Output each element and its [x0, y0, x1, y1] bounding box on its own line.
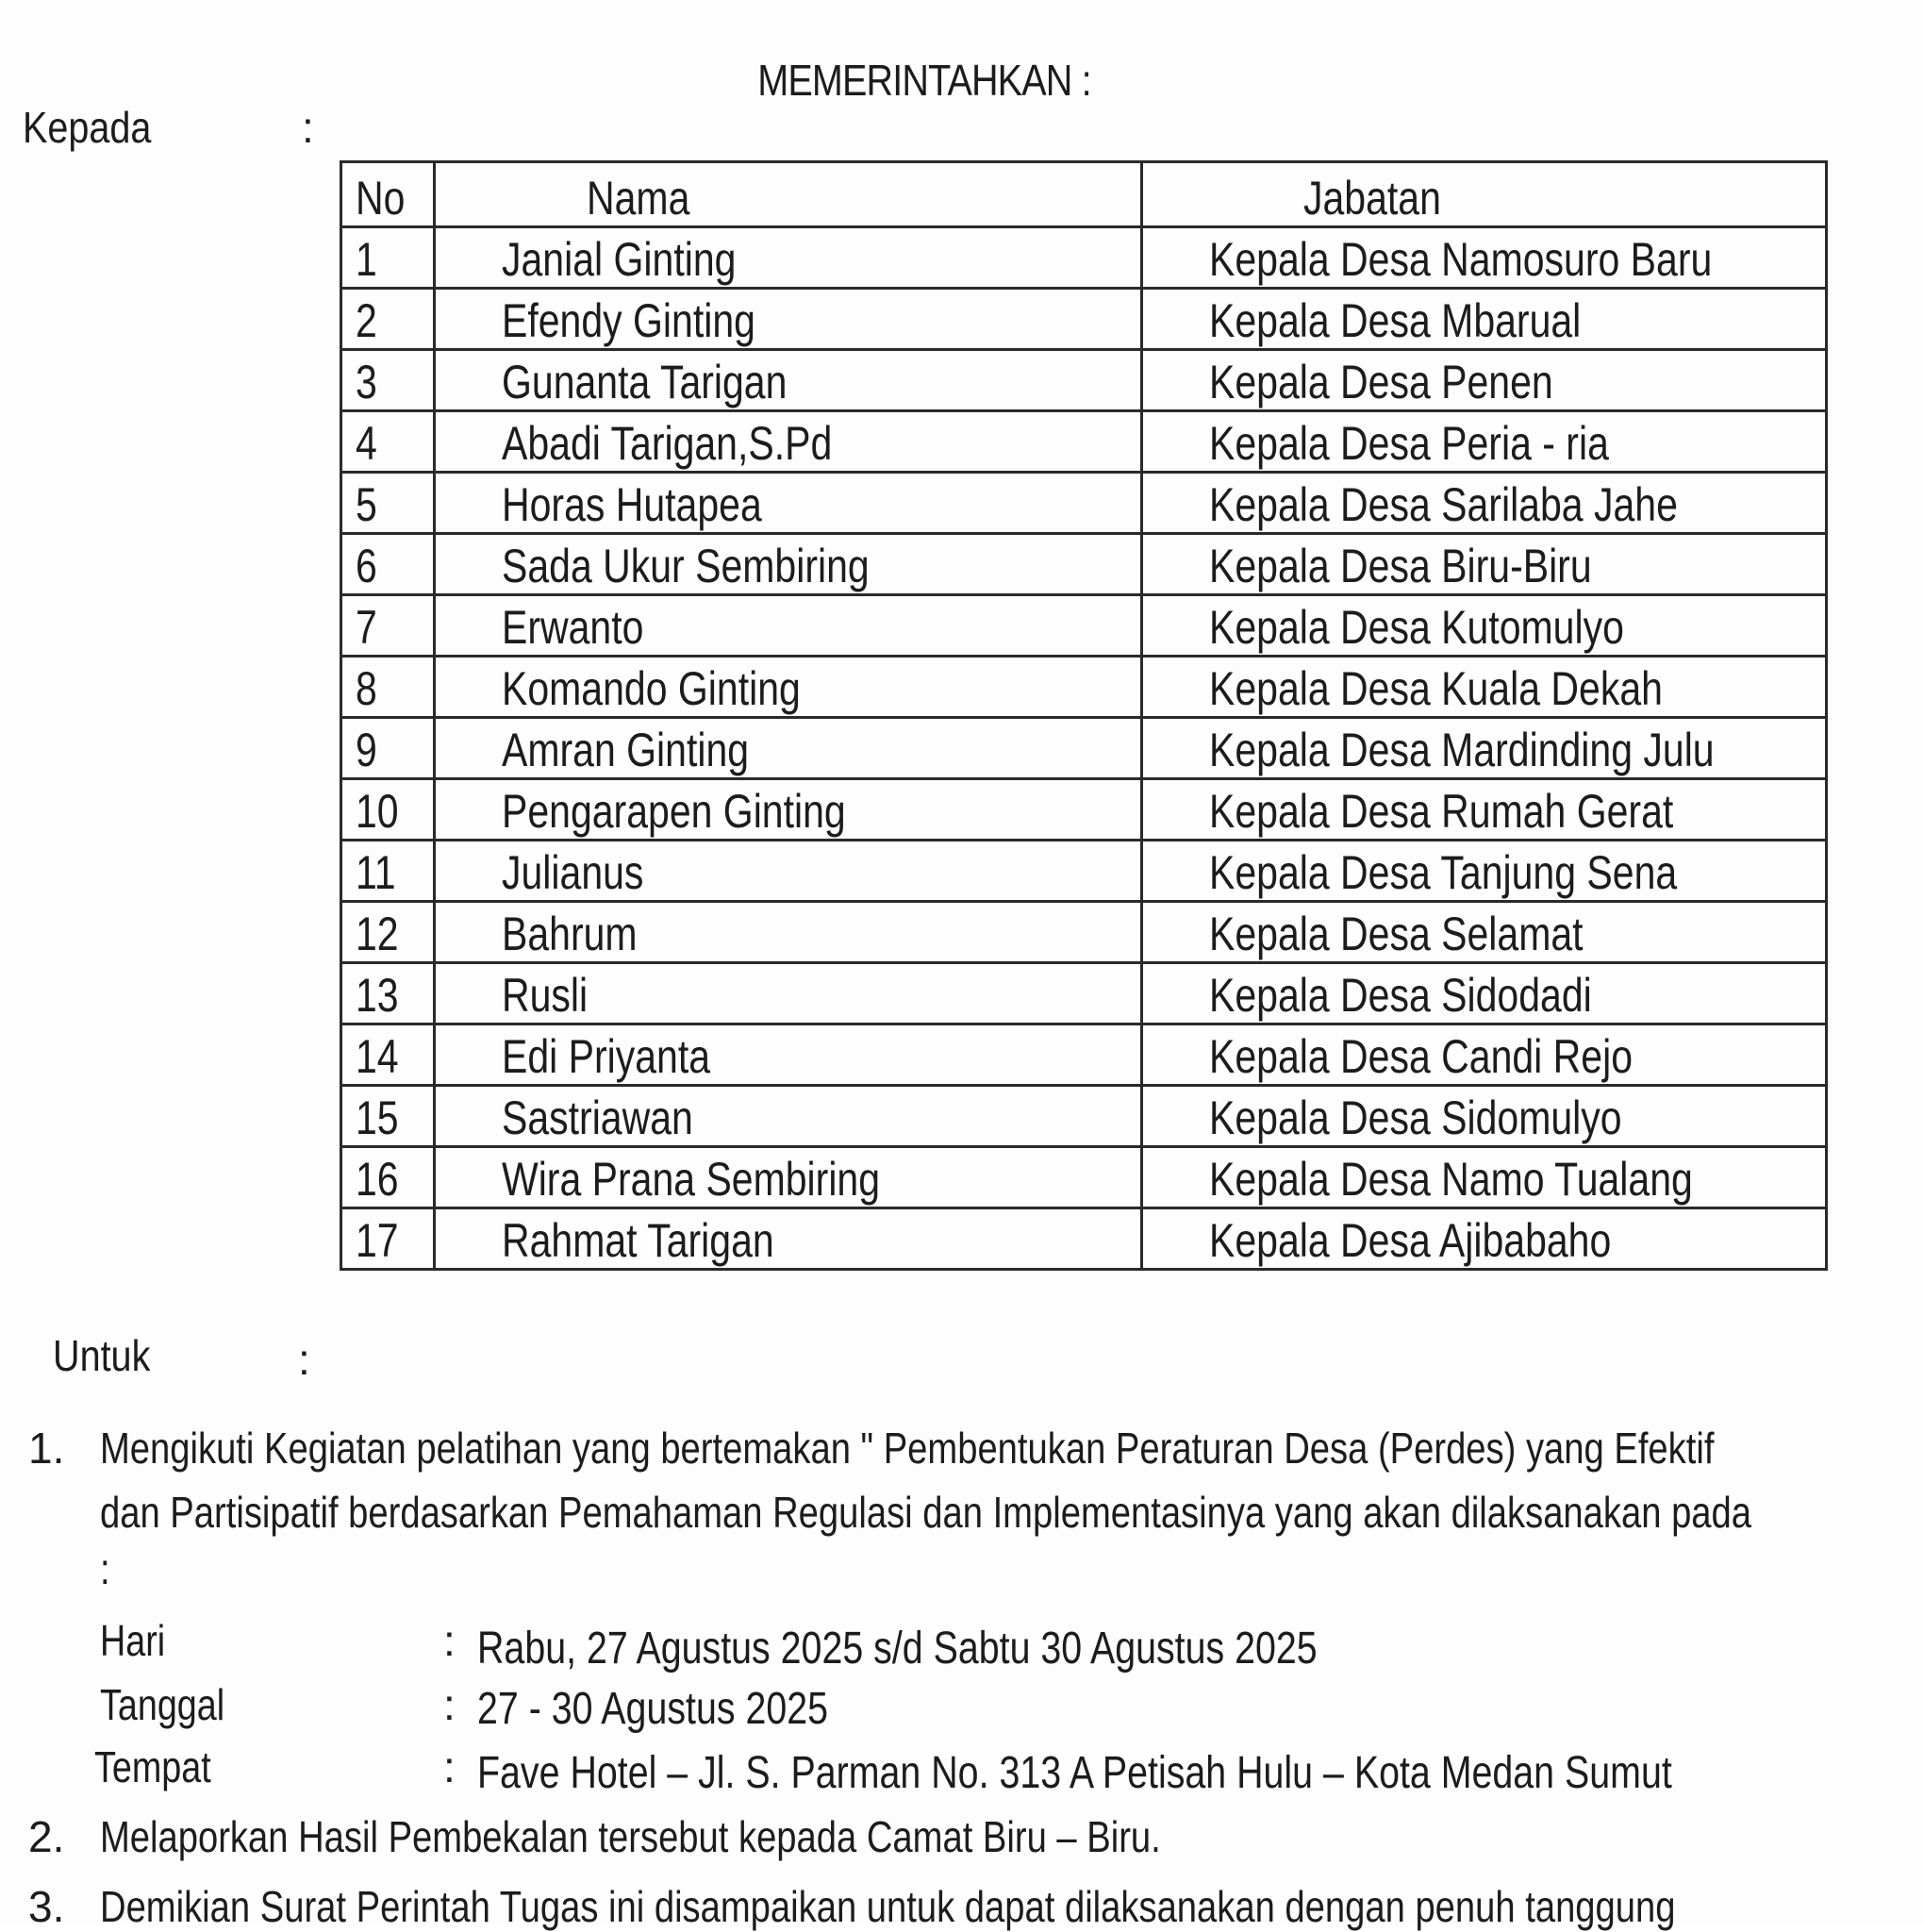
cell-no: 4 — [341, 411, 435, 473]
cell-nama: Julianus — [435, 841, 1141, 902]
cell-nama: Sastriawan — [435, 1086, 1141, 1147]
cell-no: 10 — [341, 779, 435, 841]
cell-no: 13 — [341, 963, 435, 1024]
cell-jabatan: Kepala Desa Peria - ria — [1141, 411, 1826, 473]
kepada-label: Kepada — [23, 103, 152, 152]
cell-no: 3 — [341, 350, 435, 411]
table-row — [341, 779, 1827, 841]
table-row — [341, 963, 1827, 1024]
cell-nama: Janial Ginting — [435, 227, 1141, 289]
cell-jabatan: Kepala Desa Biru-Biru — [1141, 534, 1826, 595]
header-nama: Nama — [435, 162, 1141, 227]
cell-jabatan: Kepala Desa Sarilaba Jahe — [1141, 473, 1826, 534]
kepada-colon: : — [302, 103, 314, 152]
cell-nama: Erwanto — [435, 595, 1141, 657]
cell-no: 11 — [341, 841, 435, 902]
tanggal-label: Tanggal — [100, 1680, 225, 1729]
cell-nama: Wira Prana Sembiring — [435, 1147, 1141, 1208]
table-row — [341, 595, 1827, 657]
item-number-2: 2. — [28, 1812, 65, 1861]
item-1-line-1: Mengikuti Kegiatan pelatihan yang bertemakan " Pembentukan Peraturan Desa (Perdes) yang Efektif — [100, 1424, 1715, 1473]
cell-jabatan: Kepala Desa Ajibabaho — [1141, 1208, 1826, 1270]
table-body — [341, 227, 1827, 1270]
tempat-value: Fave Hotel – Jl. S. Parman No. 313 A Petisah Hulu – Kota Medan Sumut — [477, 1748, 1672, 1798]
cell-jabatan: Kepala Desa Candi Rejo — [1141, 1024, 1826, 1086]
cell-no: 5 — [341, 473, 435, 534]
cell-jabatan: Kepala Desa Mardinding Julu — [1141, 718, 1826, 779]
cell-nama: Edi Priyanta — [435, 1024, 1141, 1086]
untuk-colon: : — [298, 1335, 310, 1384]
cell-no: 12 — [341, 902, 435, 963]
table-row — [341, 841, 1827, 902]
table-row — [341, 1086, 1827, 1147]
item-1-line-3: : — [100, 1544, 110, 1593]
table-row — [341, 227, 1827, 289]
tempat-colon: : — [443, 1742, 456, 1791]
tempat-label: Tempat — [94, 1742, 211, 1791]
document-heading: MEMERINTAHKAN : — [757, 56, 1091, 105]
cell-jabatan: Kepala Desa Namo Tualang — [1141, 1147, 1826, 1208]
cell-jabatan: Kepala Desa Mbarual — [1141, 289, 1826, 350]
assignment-table — [340, 160, 1828, 1271]
cell-no: 2 — [341, 289, 435, 350]
table-row — [341, 902, 1827, 963]
item-number-1: 1. — [28, 1424, 65, 1473]
cell-nama: Gunanta Tarigan — [435, 350, 1141, 411]
cell-nama: Abadi Tarigan,S.Pd — [435, 411, 1141, 473]
cell-jabatan: Kepala Desa Namosuro Baru — [1141, 227, 1826, 289]
table-row — [341, 350, 1827, 411]
untuk-row — [53, 1330, 310, 1384]
hari-colon: : — [443, 1616, 456, 1665]
cell-no: 1 — [341, 227, 435, 289]
tanggal-value: 27 - 30 Agustus 2025 — [477, 1684, 829, 1734]
table-row — [341, 718, 1827, 779]
table-row — [341, 473, 1827, 534]
item-2-text: Melaporkan Hasil Pembekalan tersebut kepada Camat Biru – Biru. — [100, 1812, 1161, 1861]
cell-no: 6 — [341, 534, 435, 595]
table-row — [341, 289, 1827, 350]
item-3-text: Demikian Surat Perintah Tugas ini disampaikan untuk dapat dilaksanakan dengan penuh tanggung — [100, 1882, 1676, 1931]
cell-nama: Efendy Ginting — [435, 289, 1141, 350]
table-row — [341, 1147, 1827, 1208]
item-number-3: 3. — [28, 1882, 65, 1931]
tanggal-colon: : — [443, 1680, 456, 1729]
cell-no: 16 — [341, 1147, 435, 1208]
cell-nama: Bahrum — [435, 902, 1141, 963]
cell-no: 8 — [341, 657, 435, 718]
cell-no: 17 — [341, 1208, 435, 1270]
cell-nama: Amran Ginting — [435, 718, 1141, 779]
table-row — [341, 534, 1827, 595]
cell-jabatan: Kepala Desa Kutomulyo — [1141, 595, 1826, 657]
table-row — [341, 411, 1827, 473]
cell-no: 14 — [341, 1024, 435, 1086]
cell-jabatan: Kepala Desa Kuala Dekah — [1141, 657, 1826, 718]
header-no: No — [341, 162, 435, 227]
table-row — [341, 657, 1827, 718]
cell-jabatan: Kepala Desa Sidomulyo — [1141, 1086, 1826, 1147]
cell-no: 9 — [341, 718, 435, 779]
cell-no: 7 — [341, 595, 435, 657]
cell-jabatan: Kepala Desa Penen — [1141, 350, 1826, 411]
cell-nama: Sada Ukur Sembiring — [435, 534, 1141, 595]
cell-nama: Rusli — [435, 963, 1141, 1024]
cell-nama: Pengarapen Ginting — [435, 779, 1141, 841]
cell-jabatan: Kepala Desa Sidodadi — [1141, 963, 1826, 1024]
table-header-row — [341, 162, 1827, 227]
cell-jabatan: Kepala Desa Selamat — [1141, 902, 1826, 963]
table-row — [341, 1024, 1827, 1086]
item-1-line-2: dan Partisipatif berdasarkan Pemahaman Regulasi dan Implementasinya yang akan dilaksanakan pada — [100, 1488, 1752, 1537]
cell-nama: Horas Hutapea — [435, 473, 1141, 534]
untuk-label: Untuk — [53, 1331, 151, 1380]
hari-label: Hari — [100, 1616, 166, 1665]
cell-jabatan: Kepala Desa Rumah Gerat — [1141, 779, 1826, 841]
cell-no: 15 — [341, 1086, 435, 1147]
header-jabatan: Jabatan — [1141, 162, 1826, 227]
hari-value: Rabu, 27 Agustus 2025 s/d Sabtu 30 Agustus 2025 — [477, 1624, 1318, 1674]
table-row — [341, 1208, 1827, 1270]
cell-nama: Komando Ginting — [435, 657, 1141, 718]
cell-nama: Rahmat Tarigan — [435, 1208, 1141, 1270]
kepada-row — [23, 102, 314, 153]
cell-jabatan: Kepala Desa Tanjung Sena — [1141, 841, 1826, 902]
